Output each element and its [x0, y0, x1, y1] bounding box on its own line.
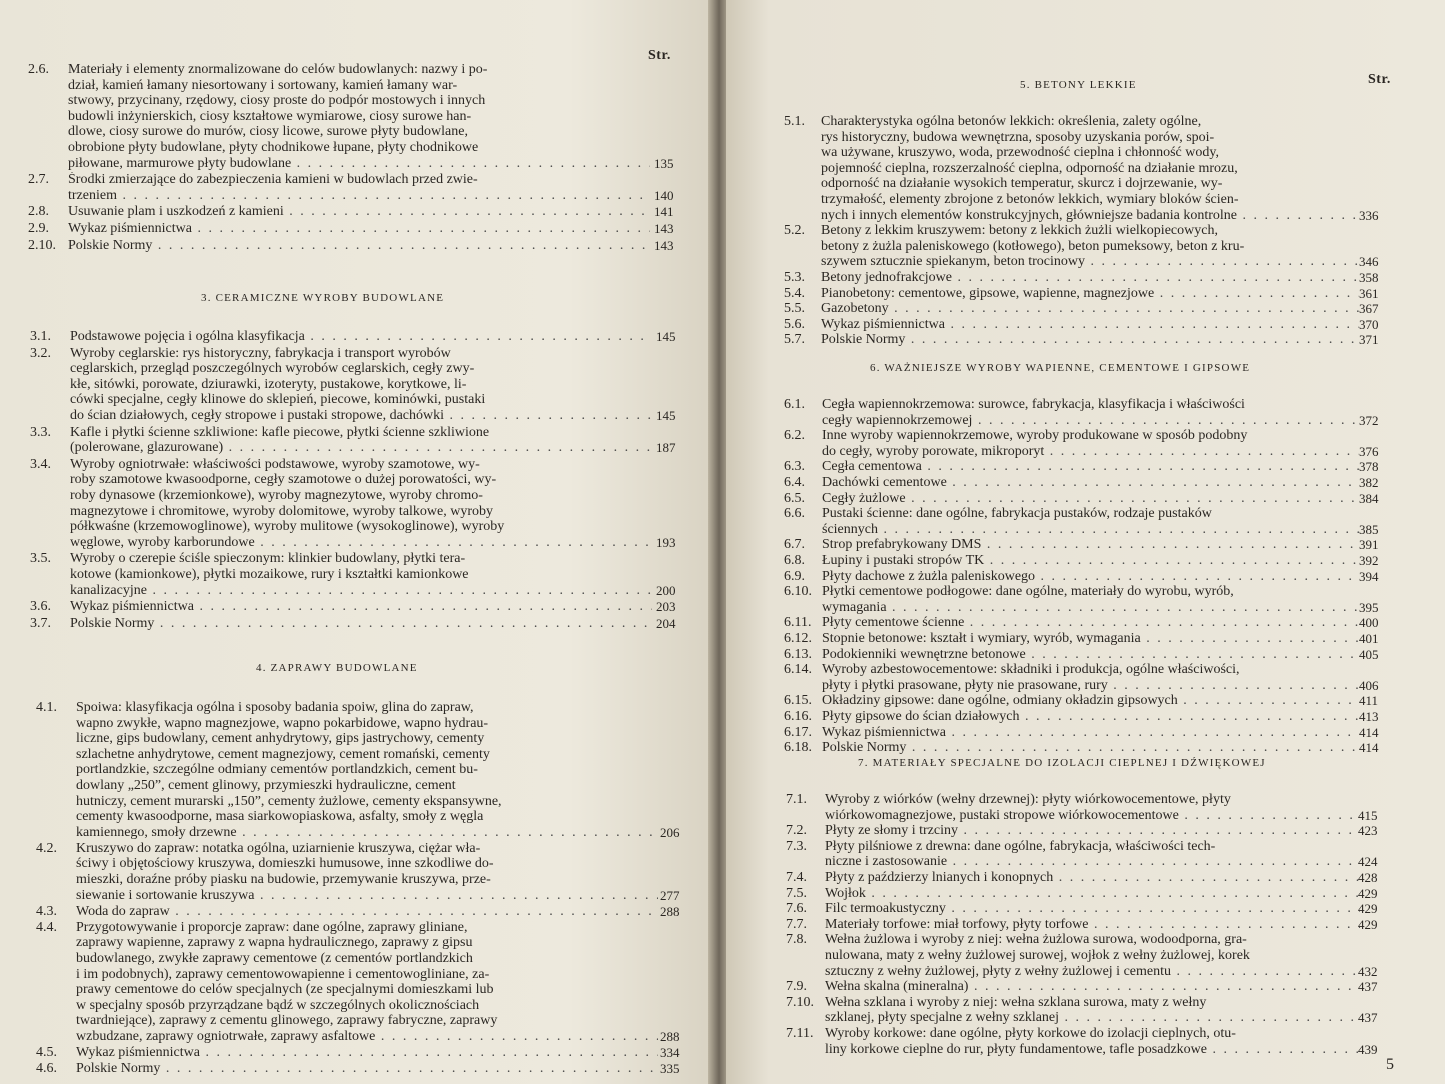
toc-entry [784, 631, 1434, 647]
toc-entry [784, 491, 1434, 507]
toc-entry-line: Cegła wapiennokrzemowa: surowce, fabrykacja, klasyfikacja i właściwości [822, 397, 1245, 412]
toc-entry-number: 7.8. [786, 932, 807, 948]
toc-entry-number: 7.1. [786, 792, 807, 807]
toc-entry-line: Polskie Normy . . . [68, 238, 650, 254]
toc-entry-page: 405 [1359, 646, 1379, 662]
toc-entry-line: do cegły, wyroby porowate, mikroporyt . . . [822, 444, 1359, 460]
toc-entry-number: 6.7. [784, 537, 805, 553]
toc-entry-number: 5.1. [784, 114, 805, 129]
toc-entry-number: 6.8. [784, 553, 805, 568]
toc-entry [784, 317, 1434, 333]
toc-entry-number: 7.4. [786, 870, 807, 885]
toc-entry [786, 792, 1434, 823]
toc-entry-line: Podokienniki wewnętrzne betonowe . . . [822, 647, 1359, 663]
toc-entry [28, 172, 688, 203]
toc-entry-number: 6.9. [784, 568, 805, 584]
toc-entry-line: Woda do zapraw . . . [76, 904, 658, 920]
toc-entry-line: Płyty dachowe z żużla paleniskowego . . . [822, 569, 1359, 585]
toc-entry-line: Wełna żużlowa i wyroby z niej: wełna żużlowa surowa, wodoodporna, gra- [825, 932, 1247, 948]
toc-entry-line: wymagania . . . [822, 600, 1359, 616]
toc-entry-page: 143 [654, 221, 674, 236]
toc-entry-number: 6.2. [784, 428, 805, 444]
toc-entry [28, 62, 688, 171]
toc-entry-line: betony z żużla paleniskowego (kotłowego), beton pumeksowy, beton z kru- [821, 238, 1245, 254]
toc-entry-line: magnezytowe i chromitowe, wyroby dolomitowe, wyroby talkowe, wyroby [70, 503, 494, 519]
toc-entry [784, 584, 1434, 615]
toc-entry-page: 206 [660, 824, 680, 840]
toc-entry [784, 709, 1434, 725]
toc-entry-page: 378 [1359, 459, 1379, 475]
toc-entry-page: 428 [1358, 870, 1378, 885]
toc-entry-number: 7.6. [786, 901, 807, 917]
toc-entry-line: ściwy i objętościowy kruszywa, domieszki humusowe, inne szkodliwe do- [76, 856, 494, 872]
toc-entry-line: Płyty pilśniowe z drewna: dane ogólne, fabrykacja, właściwości tech- [825, 838, 1216, 854]
toc-entry-line: Inne wyroby wapiennokrzemowe, wyroby produkowane w sposób podobny [822, 428, 1248, 444]
page-column-label: Str. [1368, 72, 1391, 87]
toc-entry-number: 3.4. [30, 456, 51, 472]
toc-entry-page: 141 [654, 204, 674, 220]
toc-entry-page: 334 [660, 1045, 680, 1061]
page-column-label: Str. [648, 48, 671, 63]
toc-entry-page: 200 [656, 582, 676, 598]
toc-entry-line: Pustaki ścienne: dane ogólne, fabrykacja pustaków, rodzaje pustaków [822, 506, 1212, 522]
toc-entry-number: 4.4. [36, 919, 57, 935]
toc-entry-line: portlandzkie, szczególne odmiany cementów portlandzkich, cement bu- [76, 762, 478, 778]
toc-entry-page: 145 [656, 407, 676, 423]
toc-entry-line: Płytki cementowe podłogowe: dane ogólne, materiały do wyrobu, wyrób, [822, 584, 1234, 600]
toc-entry-line: Cegły żużlowe . . . [822, 491, 1359, 507]
toc-entry-line: Wyroby o czerepie ściśle spieczonym: klinkier budowlany, płytki tera- [70, 551, 466, 567]
toc-entry [784, 332, 1434, 348]
toc-entry-line: węglowe, wyroby karborundowe . . . [70, 535, 652, 551]
toc-entry-line: Pianobetony: cementowe, gipsowe, wapienne, magnezjowe . . . [821, 286, 1359, 302]
toc-entry-line: płyty i płytki prasowane, płyty nie prasowane, rury . . . [822, 678, 1359, 694]
toc-entry-number: 6.3. [784, 459, 805, 475]
toc-entry-number: 4.1. [36, 700, 57, 715]
toc-entry-number: 6.5. [784, 490, 805, 506]
toc-entry-page: 429 [1358, 916, 1378, 932]
toc-entry-line: trzymałość, elementy zbrojone z betonów lekkich, wymiary bloków ścien- [821, 191, 1239, 207]
toc-entry-line: stwowy, przycinany, rzędowy, ciosy proste do podpór mostowych i innych [68, 93, 486, 109]
toc-entry-line: Wojłok . . . [825, 886, 1360, 902]
toc-entry-page: 391 [1359, 537, 1379, 553]
toc-entry-line: cegły wapiennokrzemowej . . . [822, 413, 1359, 429]
toc-entry-number: 4.5. [36, 1045, 57, 1061]
toc-entry-page: 414 [1359, 724, 1379, 740]
toc-entry-line: Polskie Normy . . . [70, 616, 652, 632]
toc-entry [30, 329, 690, 345]
toc-entry-number: 5.5. [784, 301, 805, 317]
toc-entry-line: wzbudzane, zaprawy ogniotrwałe, zaprawy asfaltowe . . . [76, 1029, 658, 1045]
toc-entry-page: 367 [1359, 301, 1379, 317]
toc-entry-line: Betony jednofrakcjowe . . . [821, 270, 1359, 286]
toc-entry [784, 286, 1434, 302]
toc-entry-line: Wyroby z wiórków (wełny drzewnej): płyty wiórkowocementowe, płyty [825, 792, 1231, 807]
toc-entry-page: 193 [656, 534, 676, 550]
toc-entry-number: 6.14. [784, 662, 812, 678]
toc-entry-page: 429 [1358, 901, 1378, 917]
toc-entry-line: Usuwanie plam i uszkodzeń z kamieni . . . [68, 204, 650, 220]
toc-entry [786, 870, 1434, 886]
left-page [0, 0, 712, 1084]
toc-entry-page: 392 [1359, 553, 1379, 568]
section-heading-4: 4. ZAPRAWY BUDOWLANE [256, 662, 418, 674]
toc-entry-line: odporność na działanie wysokich temperatur, skurcz i dojrzewanie, wy- [821, 176, 1223, 192]
toc-entry-line: Kruszywo do zapraw: notatka ogólna, uziarnienie kruszywa, ciężar wła- [76, 840, 481, 856]
toc-entry-line: pojemność cieplna, rozszerzalność cieplna, odporność na działanie mrozu, [821, 160, 1238, 176]
toc-entry-page: 414 [1359, 740, 1379, 756]
toc-entry [786, 901, 1434, 917]
toc-entry-page: 372 [1359, 412, 1379, 428]
toc-entry [784, 475, 1434, 491]
toc-entry-page: 437 [1358, 979, 1378, 995]
toc-entry-page: 145 [656, 329, 676, 344]
toc-entry-number: 2.6. [28, 62, 49, 77]
toc-entry-line: budowlanego, zwykłe zaprawy cementowe (z cementów portlandzkich [76, 951, 473, 967]
toc-entry-line: Polskie Normy . . . [821, 332, 1359, 348]
toc-entry [30, 346, 690, 424]
toc-entry-line: i im podobnych), zaprawy cementowowapienne i cementowogliniane, za- [76, 966, 490, 982]
toc-entry-number: 6.18. [784, 740, 812, 756]
toc-entry-line: kotowe (kamionkowe), płytki mozaikowe, rury i kształtki kamionkowe [70, 566, 469, 582]
toc-entry-line: do ścian działowych, cegły stropowe i pustaki stropowe, dachówki . . . [70, 408, 652, 424]
toc-entry [784, 740, 1434, 756]
toc-entry-line: szywem sztucznie spiekanym, beton trocinowy . . . [821, 254, 1359, 270]
toc-entry-number: 6.6. [784, 506, 805, 522]
toc-entry-page: 395 [1359, 599, 1379, 615]
toc-entry-line: liczne, gips budowlany, cement anhydrytowy, gips jastrychowy, cementy [76, 731, 485, 747]
toc-entry-page: 385 [1359, 521, 1379, 537]
toc-entry-number: 3.7. [30, 615, 51, 631]
toc-entry-page: 143 [654, 237, 674, 253]
toc-entry-page: 406 [1359, 677, 1379, 693]
toc-entry-number: 6.11. [784, 615, 812, 631]
section-heading-3: 3. CERAMICZNE WYROBY BUDOWLANE [201, 292, 445, 304]
toc-entry-number: 6.17. [784, 724, 812, 740]
toc-entry-number: 4.3. [36, 903, 57, 919]
toc-entry [784, 615, 1434, 631]
toc-entry [36, 1061, 692, 1077]
toc-entry-line: dział, kamień łamany niesortowany i sortowany, kamień łamany war- [68, 77, 458, 93]
toc-entry-line: wiórkowomagnezjowe, pustaki stropowe wiórkowocementowe . . . [825, 808, 1360, 824]
toc-entry-line: Wyroby ogniotrwałe: właściwości podstawowe, wyroby szamotowe, wy- [70, 456, 480, 472]
toc-entry [786, 995, 1434, 1026]
toc-entry-page: 437 [1358, 1010, 1378, 1026]
page-number: 5 [1386, 1056, 1394, 1073]
toc-entry-number: 5.2. [784, 223, 805, 239]
toc-entry-page: 423 [1358, 823, 1378, 839]
right-page [726, 0, 1445, 1084]
toc-entry-page: 376 [1359, 443, 1379, 459]
toc-entry-page: 346 [1359, 254, 1379, 270]
toc-entry-page: 401 [1359, 631, 1379, 646]
toc-entry-page: 358 [1359, 270, 1379, 285]
toc-entry [30, 599, 690, 615]
toc-entry-line: szklanej, płyty specjalne z wełny szklanej . . . [825, 1010, 1360, 1026]
toc-entry-number: 6.16. [784, 709, 812, 724]
toc-entry-line: nulowana, maty z wełny żużlowej surowej, wojłok z wełny żużlowej, korek [825, 947, 1250, 963]
toc-entry-page: 203 [656, 599, 676, 615]
toc-entry-page: 288 [660, 1029, 680, 1045]
toc-entry-line: cementy kwasoodporne, masa siarkowopiaskowa, asfalty, smoły z węgla [76, 809, 484, 825]
toc-entry-line: Wełna szklana i wyroby z niej: wełna szklana surowa, maty z wełny [825, 994, 1207, 1010]
toc-entry-line: Płyty z paździerzy lnianych i konopnych . . . [825, 870, 1360, 886]
toc-entry [28, 238, 688, 254]
toc-entry [28, 221, 688, 237]
toc-entry-line: obrobione płyty budowlane, płyty chodnikowe łupane, płyty chodnikowe [68, 139, 479, 155]
toc-entry-line: Materiały torfowe: miał torfowy, płyty torfowe . . . [825, 917, 1360, 933]
toc-entry-number: 4.6. [36, 1061, 57, 1077]
toc-entry-line: Filc termoakustyczny . . . [825, 901, 1360, 917]
toc-entry [784, 725, 1434, 741]
toc-entry-line: w specjalny sposób przyrządzane bądź w szczególnych okolicznościach [76, 997, 480, 1013]
toc-entry-line: Podstawowe pojęcia i ogólna klasyfikacja . . . [70, 329, 652, 345]
toc-entry-line: Cegła cementowa . . . [822, 459, 1359, 475]
toc-entry-line: wa używane, kruszywo, woda, przewodność cieplna i chłonność wody, [821, 145, 1219, 161]
toc-entry-number: 3.2. [30, 345, 51, 361]
toc-entry-page: 384 [1359, 490, 1379, 506]
toc-entry [36, 920, 692, 1045]
toc-entry-line: roby dynasowe (krzemionkowe), wyroby magnezytowe, wyroby chromo- [70, 487, 483, 503]
toc-entry-line: Wyroby ceglarskie: rys historyczny, fabrykacja i transport wyrobów [70, 345, 451, 361]
toc-entry-line: Wykaz piśmiennictwa . . . [68, 221, 650, 237]
toc-entry-page: 335 [660, 1061, 680, 1077]
toc-entry-line: Wykaz piśmiennictwa . . . [70, 599, 652, 615]
toc-entry-line: sztuczny z wełny żużlowej, płyty z wełny żużlowej i cementu . . . [825, 964, 1360, 980]
toc-entry-line: dlowe, ciosy surowe do murów, ciosy licowe, surowe płyty budowlane, [68, 124, 468, 140]
toc-entry-number: 6.13. [784, 646, 812, 662]
toc-entry-line: Dachówki cementowe . . . [822, 475, 1359, 491]
toc-entry-line: prawy cementowe do celów specjalnych (ze specjalnymi domieszkami lub [76, 982, 494, 998]
toc-entry-page: 370 [1359, 316, 1379, 332]
toc-entry-line: Stopnie betonowe: kształt i wymiary, wyrób, wymagania . . . [822, 631, 1359, 647]
toc-entry-line: Łupiny i pustaki stropów TK . . . [822, 553, 1359, 569]
toc-entry-line: Strop prefabrykowany DMS . . . [822, 537, 1359, 553]
toc-entry-line: niczne i zastosowanie . . . [825, 854, 1360, 870]
toc-entry [30, 551, 690, 598]
toc-entry-page: 277 [660, 887, 680, 903]
toc-entry-number: 3.6. [30, 599, 51, 615]
toc-entry-line: Kafle i płytki ścienne szkliwione: kafle piecowe, płytki ścienne szkliwione [70, 424, 490, 440]
toc-entry-line: szlachetne anhydrytowe, cement magnezjowy, cement romański, cementy [76, 746, 490, 762]
toc-entry-page: 288 [660, 903, 680, 919]
toc-entry-line: Spoiwa: klasyfikacja ogólna i sposoby badania spoiw, glina do zapraw, [76, 700, 474, 715]
toc-entry [784, 223, 1434, 270]
toc-entry-number: 2.9. [28, 221, 49, 236]
toc-entry-line: Płyty ze słomy i trzciny . . . [825, 823, 1360, 839]
toc-entry-line: wapno zwykłe, wapno magnezjowe, wapno pokarbidowe, wapno hydrau- [76, 715, 489, 731]
toc-entry [36, 700, 692, 840]
toc-entry-number: 3.3. [30, 424, 51, 440]
toc-entry-number: 2.10. [28, 237, 56, 253]
toc-entry-number: 7.9. [786, 979, 807, 995]
toc-entry-line: zaprawy wapienne, zaprawy z wapna hydraulicznego, zaprawy z gipsu [76, 935, 473, 951]
toc-entry-line: siewanie i sortowanie kruszywa . . . [76, 888, 658, 904]
toc-entry-line: kłe, sitówki, porowate, dziurawki, izoteryty, pustakowe, korytkowe, li- [70, 376, 467, 392]
toc-entry-line: twardniejące), zaprawy z cementu glinowego, zaprawy fabryczne, zaprawy [76, 1013, 498, 1029]
toc-entry-line: Wyroby korkowe: dane ogólne, płyty korkowe do izolacji cieplnych, otu- [825, 1026, 1236, 1041]
toc-entry-page: 135 [654, 155, 674, 171]
toc-entry [784, 662, 1434, 693]
section-heading-7: 7. MATERIAŁY SPECJALNE DO IZOLACJI CIEPLNEJ I DŹWIĘKOWEJ [858, 757, 1266, 769]
toc-entry-page: 424 [1358, 854, 1378, 870]
toc-entry-number: 5.6. [784, 316, 805, 332]
toc-entry-line: Wykaz piśmiennictwa . . . [821, 317, 1359, 333]
section-heading-5: 5. BETONY LEKKIE [1020, 79, 1137, 91]
toc-entry-line: roby szamotowe kwasoodporne, cegły szamotowe o dużej porowatości, wy- [70, 472, 497, 488]
toc-entry-page: 432 [1358, 963, 1378, 979]
toc-entry-line: ceglarskich, przegląd poszczególnych wyrobów ceglarskich, cegły zwy- [70, 361, 475, 377]
toc-entry-page: 439 [1358, 1041, 1378, 1057]
toc-entry-line: cówki specjalne, cegły klinowe do sklepień, piecowe, kominówki, pustaki [70, 392, 486, 408]
toc-entry [786, 979, 1434, 995]
toc-entry-number: 6.10. [784, 584, 812, 600]
toc-entry [36, 904, 692, 920]
toc-entry-page: 371 [1359, 332, 1379, 348]
toc-entry [784, 428, 1434, 459]
toc-entry-number: 7.11. [786, 1026, 814, 1041]
toc-entry [786, 1026, 1434, 1057]
toc-entry-line: Gazobetony . . . [821, 301, 1359, 317]
toc-entry-number: 6.15. [784, 693, 812, 709]
toc-entry [786, 932, 1434, 979]
toc-entry-page: 411 [1359, 693, 1379, 709]
toc-entry [784, 459, 1434, 475]
toc-entry-line: Wykaz piśmiennictwa . . . [822, 725, 1359, 741]
toc-entry-number: 4.2. [36, 840, 57, 856]
toc-entry-number: 5.4. [784, 285, 805, 301]
toc-entry-line: kamiennego, smoły drzewne . . . [76, 825, 658, 841]
toc-entry [784, 506, 1434, 537]
toc-entry-line: Wełna skalna (mineralna) . . . [825, 979, 1360, 995]
toc-entry-line: dowlany „250”, cement glinowy, przymieszki hydrauliczne, cement [76, 777, 456, 793]
toc-entry [28, 204, 688, 220]
toc-entry-number: 2.8. [28, 204, 49, 220]
toc-entry-number: 7.7. [786, 916, 807, 932]
toc-entry [784, 537, 1434, 553]
toc-entry-number: 7.2. [786, 823, 807, 839]
toc-entry-page: 140 [654, 187, 674, 203]
toc-entry-line: ściennych . . . [822, 522, 1359, 538]
toc-entry-line: Wyroby azbestowocementowe: składniki i produkcja, ogólne właściwości, [822, 662, 1240, 678]
toc-entry-line: Płyty gipsowe do ścian działowych . . . [822, 709, 1359, 725]
toc-entry-number: 7.3. [786, 838, 807, 854]
toc-entry-page: 413 [1359, 709, 1379, 724]
toc-entry-line: hutniczy, cement murarski „150”, cementy żużlowe, cementy ekspansywne, [76, 793, 502, 809]
toc-entry [784, 693, 1434, 709]
toc-entry-number: 5.3. [784, 270, 805, 285]
toc-entry-line: Polskie Normy . . . [822, 740, 1359, 756]
toc-entry-line: Wykaz piśmiennictwa . . . [76, 1045, 658, 1061]
toc-entry-line: rys historyczny, budowa wewnętrzna, sposoby uzyskania porów, spoi- [821, 129, 1215, 145]
toc-entry-line: półkwaśne (krzemowoglinowe), wyroby mulitowe (wysokoglinowe), wyroby [70, 519, 505, 535]
toc-entry-line: Charakterystyka ogólna betonów lekkich: określenia, zalety ogólne, [821, 114, 1202, 129]
toc-entry-line: nych i innych elementów konstrukcyjnych, główniejsze badania kontrolne . . . [821, 208, 1359, 224]
toc-entry-number: 3.5. [30, 551, 51, 567]
toc-entry-number: 7.10. [786, 994, 814, 1010]
toc-entry-line: liny korkowe cieplne do rur, płyty fundamentowe, tafle posadzkowe . . . [825, 1042, 1360, 1058]
toc-entry [784, 114, 1434, 223]
toc-entry-line: kanalizacyjne . . . [70, 583, 652, 599]
toc-entry [786, 917, 1434, 933]
toc-entry [786, 823, 1434, 839]
section-heading-6: 6. WAŻNIEJSZE WYROBY WAPIENNE, CEMENTOWE I GIPSOWE [870, 362, 1251, 374]
toc-entry [30, 425, 690, 456]
toc-entry-page: 415 [1358, 807, 1378, 823]
toc-entry-line: Płyty cementowe ścienne . . . [822, 615, 1359, 631]
toc-entry [784, 647, 1434, 663]
toc-entry-page: 361 [1359, 285, 1379, 301]
toc-entry [36, 841, 692, 903]
toc-entry [30, 616, 690, 632]
toc-entry [30, 457, 690, 551]
toc-entry-number: 3.1. [30, 329, 51, 344]
toc-entry-line: piłowane, marmurowe płyty budowlane . . . [68, 156, 650, 172]
toc-entry [784, 397, 1434, 428]
toc-entry-page: 394 [1359, 568, 1379, 584]
toc-entry [784, 270, 1434, 286]
toc-entry-page: 204 [656, 615, 676, 631]
toc-entry-line: Okładziny gipsowe: dane ogólne, odmiany okładzin gipsowych . . . [822, 693, 1359, 709]
toc-entry-number: 7.5. [786, 885, 807, 901]
toc-entry-line: Materiały i elementy znormalizowane do celów budowlanych: nazwy i po- [68, 62, 488, 77]
toc-entry [784, 301, 1434, 317]
toc-entry-line: mieszki, doraźne próby piasku na budowie, przemywanie kruszywa, prze- [76, 872, 491, 888]
toc-entry [784, 553, 1434, 569]
toc-entry-page: 336 [1359, 207, 1379, 223]
toc-entry-line: Środki zmierzające do zabezpieczenia kamieni w budowlach przed zwie- [68, 172, 478, 188]
toc-entry-number: 6.4. [784, 475, 805, 490]
toc-entry [786, 839, 1434, 870]
toc-entry-page: 382 [1359, 475, 1379, 490]
toc-entry-line: (polerowane, glazurowane) . . . [70, 440, 652, 456]
toc-entry-line: Przygotowywanie i proporcje zapraw: dane ogólne, zaprawy gliniane, [76, 919, 468, 935]
toc-entry [786, 886, 1434, 902]
toc-entry-page: 400 [1359, 615, 1379, 631]
toc-entry-number: 5.7. [784, 332, 805, 348]
toc-entry-line: Polskie Normy . . . [76, 1061, 658, 1077]
toc-entry-number: 6.12. [784, 631, 812, 646]
toc-entry-page: 429 [1358, 885, 1378, 901]
toc-entry [36, 1045, 692, 1061]
toc-entry-number: 6.1. [784, 397, 805, 412]
toc-entry-line: Betony z lekkim kruszywem: betony z lekkich żużli wielkopiecowych, [821, 223, 1218, 239]
toc-entry-page: 187 [656, 440, 676, 456]
toc-entry-line: trzeniem . . . [68, 188, 650, 204]
toc-entry-number: 2.7. [28, 172, 49, 188]
toc-entry-line: budowli inżynierskich, ciosy kształtowe wymiarowe, ciosy surowe han- [68, 108, 472, 124]
toc-entry [784, 569, 1434, 585]
